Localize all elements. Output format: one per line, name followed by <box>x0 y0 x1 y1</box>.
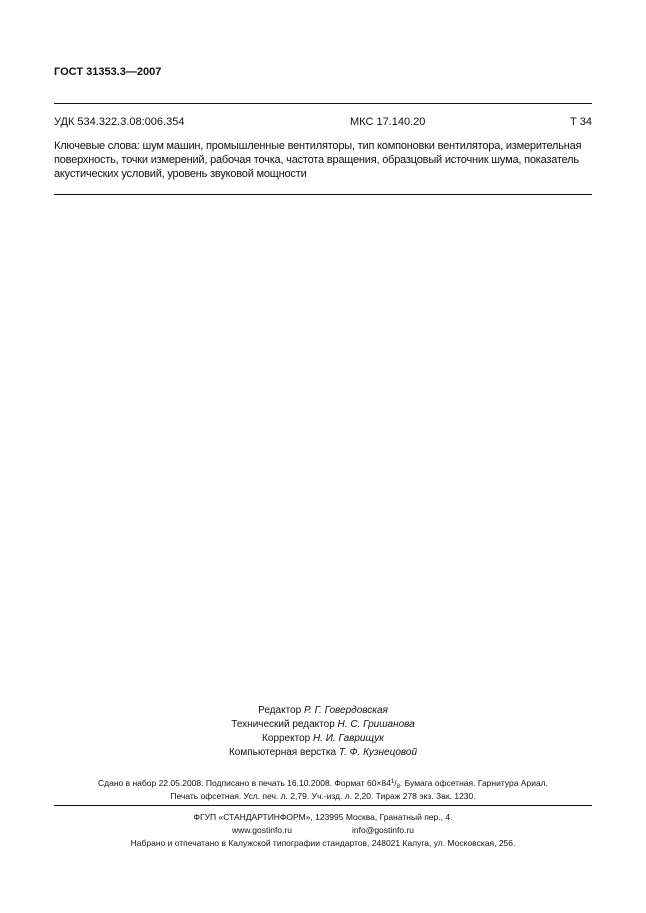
credit-layout <box>54 746 592 760</box>
credit-role: Корректор <box>262 733 311 744</box>
credit-corrector <box>54 732 592 746</box>
divider <box>54 805 592 806</box>
credit-role: Компьютерная верстка <box>228 747 337 758</box>
keywords-line: акустических условий, уровень звуковой мощности <box>54 168 307 180</box>
credit-name: Т. Ф. Кузнецовой <box>338 747 418 758</box>
publisher-address: ФГУП «СТАНДАРТИНФОРМ», 123995 Москва, Гранатный пер., 4. <box>193 812 453 822</box>
standard-number: ГОСТ 31353.3—2007 <box>54 66 162 78</box>
credit-role: Редактор <box>258 705 302 716</box>
divider <box>54 103 592 104</box>
credit-name: Н. С. Гришанова <box>337 719 415 730</box>
mks-code: МКС 17.140.20 <box>350 116 426 128</box>
email-link: info@gostinfo.ru <box>351 825 415 835</box>
printer-info: Набрано и отпечатано в Калужской типографии стандартов, 248021 Калуга, ул. Московская, 256. <box>130 838 516 848</box>
credit-name: Н. И. Гаврищук <box>312 733 384 744</box>
credit-name: Р. Г. Говердовская <box>303 705 388 716</box>
divider <box>54 194 592 195</box>
imprint-text: Сдано в набор 22.05.2008. Подписано в печать 16.10.2008. Формат 60×84 <box>98 778 391 788</box>
fraction-denominator: 8 <box>396 784 400 790</box>
group-code: Т 34 <box>569 116 592 128</box>
keywords <box>54 139 594 181</box>
credit-tech-editor <box>54 718 592 732</box>
credit-role: Технический редактор <box>231 719 335 730</box>
imprint-line-1: Сдано в набор 22.05.2008. Подписано в печать 16.10.2008. Формат $60\times 84^1/_8$. Бумага офсетная. Гарнитура Ариал. <box>98 778 548 790</box>
keywords-line: поверхность, точки измерений, рабочая точка, частота вращения, образцовый источник шума, показатель <box>54 154 579 166</box>
fraction-numerator: 1 <box>390 779 395 785</box>
udk-code: УДК 534.322.3.08:006.354 <box>54 116 185 128</box>
credit-editor <box>54 704 592 718</box>
website-link: www.gostinfo.ru <box>231 825 292 835</box>
keywords-line: Ключевые слова: шум машин, промышленные вентиляторы, тип компоновки вентилятора, измерительная <box>54 140 582 152</box>
credits <box>54 704 592 760</box>
publisher-contacts <box>24 824 622 836</box>
imprint-text: . Бумага офсетная. Гарнитура Ариал. <box>399 778 548 788</box>
imprint-line-2: Печать офсетная. Усл. печ. л. 2,79. Уч.-изд. л. 2,20. Тираж 278 экз. Зак. 1230. <box>170 791 476 801</box>
